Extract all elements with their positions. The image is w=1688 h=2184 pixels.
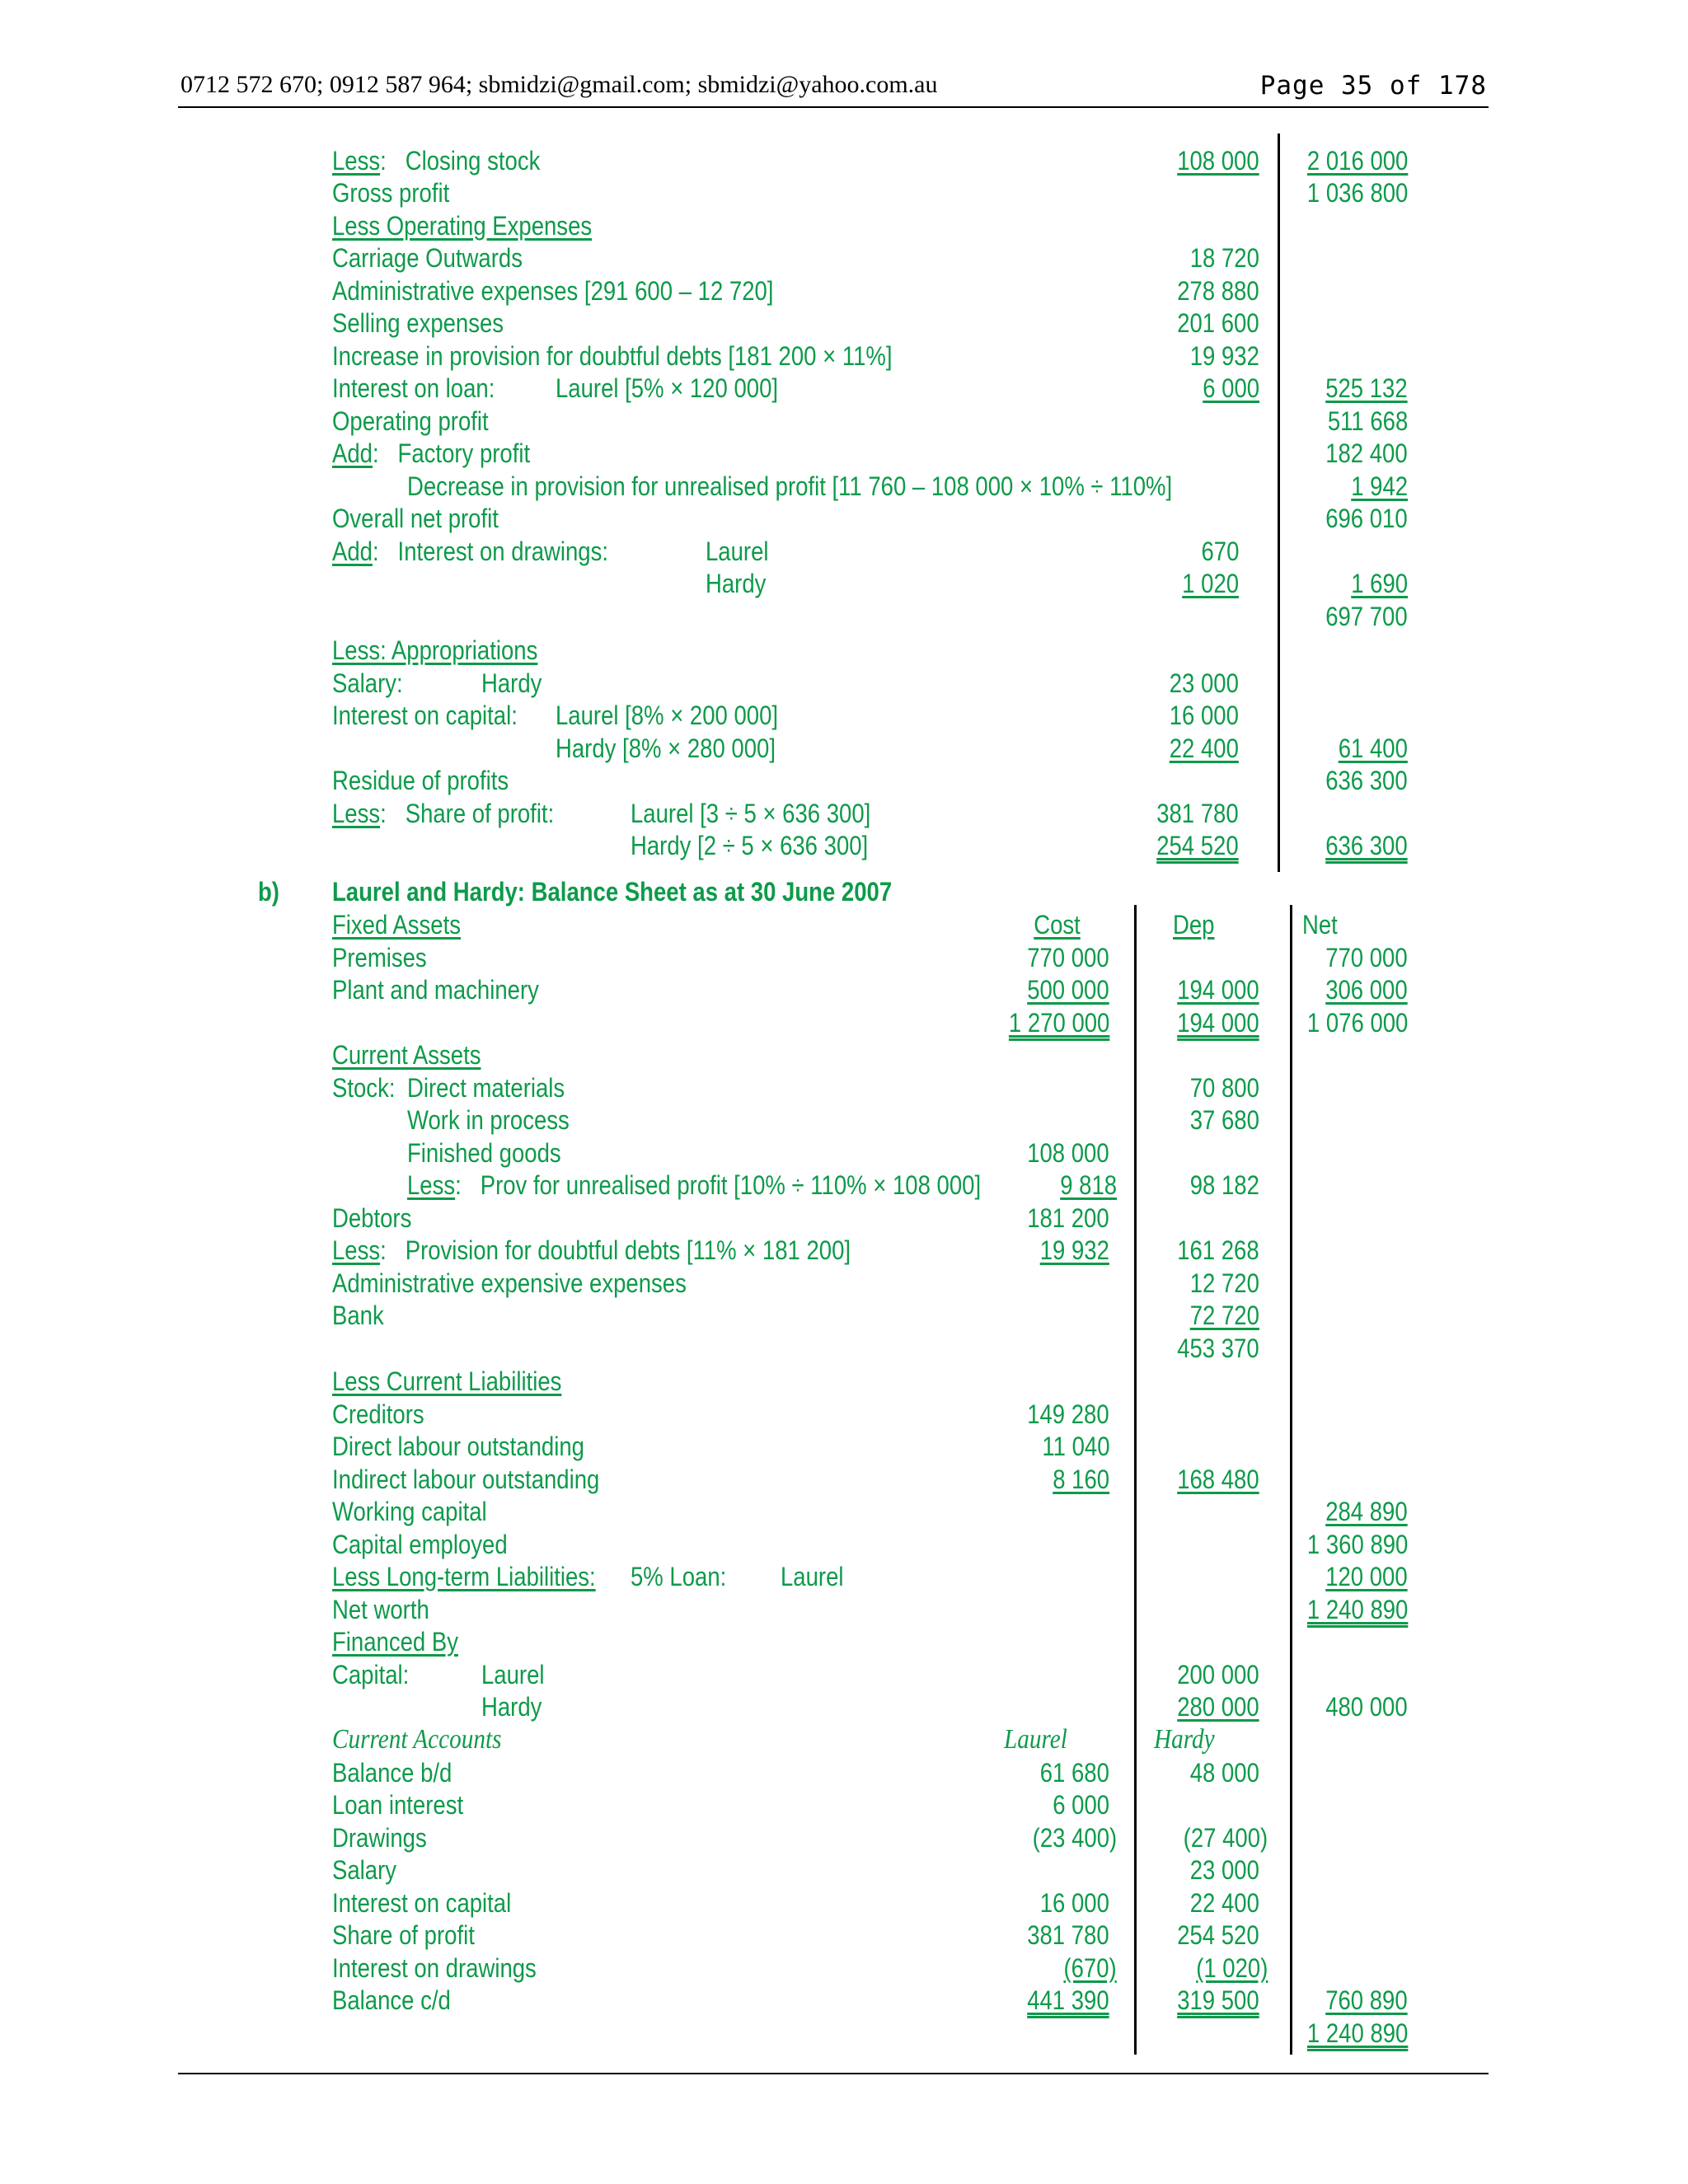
pl-int-drawings-hardy-amt: 1 020 bbox=[1182, 569, 1239, 598]
bs-indirect-labour-label: Indirect labour outstanding bbox=[332, 1465, 600, 1494]
bs-bank-label: Bank bbox=[332, 1301, 384, 1330]
bs-prov-doubtful-cost: 19 932 bbox=[1039, 1235, 1109, 1265]
bs-col-dep: Dep bbox=[1173, 910, 1215, 940]
bs-indirect-labour-cost: 8 160 bbox=[1053, 1465, 1109, 1494]
pl-int-capital-laurel: Laurel [8% × 200 000] bbox=[556, 701, 779, 730]
bs-ltl-loan: 5% Loan: bbox=[631, 1562, 727, 1591]
ca-row-label: Loan interest bbox=[332, 1790, 464, 1820]
bs-cl-heading: Less Current Liabilities bbox=[332, 1366, 562, 1396]
pl-overall-net: 696 010 bbox=[1325, 504, 1408, 533]
ca-row-hardy: 23 000 bbox=[1189, 1855, 1259, 1885]
bs-working-capital-label: Working capital bbox=[332, 1497, 487, 1526]
pl-residue-label: Residue of profits bbox=[332, 766, 509, 795]
ca-row-label: Drawings bbox=[332, 1823, 427, 1853]
pl-share-hardy: Hardy [2 ÷ 5 × 636 300] bbox=[631, 831, 869, 860]
pl-int-drawings-laurel-amt: 670 bbox=[1201, 537, 1239, 566]
header-contact: 0712 572 670; 0912 587 964; sbmidzi@gmail.com; sbmidzi@yahoo.com.au bbox=[181, 71, 938, 98]
pl-int-drawings-laurel: Laurel bbox=[706, 537, 769, 566]
pl-unrealised-label: Decrease in provision for unrealised profit [11 760 – 108 000 × 10% ÷ 110%] bbox=[407, 471, 1173, 501]
ca-row-hardy: 22 400 bbox=[1189, 1888, 1259, 1918]
pl-provision-amt: 19 932 bbox=[1189, 341, 1259, 371]
bs-wip-amt: 37 680 bbox=[1189, 1105, 1259, 1135]
bs-title: Laurel and Hardy: Balance Sheet as at 30 June 2007 bbox=[332, 877, 893, 907]
bs-premises-label: Premises bbox=[332, 943, 427, 972]
ca-row-label: Balance b/d bbox=[332, 1758, 452, 1788]
pl-unrealised-net: 1 942 bbox=[1351, 471, 1408, 501]
pl-share-row: Less: Share of profit: bbox=[332, 799, 555, 828]
pl-net-rule bbox=[1278, 134, 1280, 872]
pl-share-hardy-amt: 254 520 bbox=[1156, 831, 1239, 860]
ca-row-hardy: 319 500 bbox=[1177, 1985, 1259, 2015]
pl-salary-name: Hardy bbox=[481, 668, 542, 698]
pl-admin-label: Administrative expenses [291 600 – 12 720] bbox=[332, 276, 774, 306]
ca-row-label: Share of profit bbox=[332, 1920, 475, 1950]
bs-capital-hardy: Hardy bbox=[481, 1692, 542, 1722]
pl-int-capital-laurel-amt: 16 000 bbox=[1169, 701, 1239, 730]
footer-rule bbox=[178, 2073, 1489, 2074]
pl-int-drawings-row: Add: Interest on drawings: bbox=[332, 537, 609, 566]
bs-bank-amt: 72 720 bbox=[1189, 1301, 1259, 1330]
ca-row-label: Interest on capital bbox=[332, 1888, 512, 1918]
pl-closing-stock-amt: 108 000 bbox=[1177, 146, 1259, 176]
pl-provision-label: Increase in provision for doubtful debts [181 200 × 11%] bbox=[332, 341, 893, 371]
bs-net-worth-net: 1 240 890 bbox=[1306, 1595, 1408, 1624]
bs-premises-net: 770 000 bbox=[1325, 943, 1408, 972]
ca-row-laurel: 16 000 bbox=[1039, 1888, 1109, 1918]
pl-selling-label: Selling expenses bbox=[332, 308, 504, 338]
ca-row-laurel: 61 680 bbox=[1039, 1758, 1109, 1788]
bs-ca-total: 453 370 bbox=[1177, 1333, 1259, 1363]
bs-wip-label: Work in process bbox=[407, 1105, 570, 1135]
bs-prov-unrealised-row: Less: Prov for unrealised profit [10% ÷ 110% × 108 000] bbox=[407, 1170, 982, 1200]
ca-row-laurel: (23 400) bbox=[1032, 1823, 1117, 1853]
bs-fixed-total-cost: 1 270 000 bbox=[1008, 1008, 1109, 1038]
header-rule bbox=[178, 106, 1489, 108]
bs-creditors-cost: 149 280 bbox=[1027, 1399, 1109, 1429]
pl-selling-amt: 201 600 bbox=[1177, 308, 1259, 338]
bs-prov-unrealised-cost: 9 818 bbox=[1060, 1170, 1117, 1200]
bs-premises-cost: 770 000 bbox=[1027, 943, 1109, 972]
bs-col-net: Net bbox=[1302, 910, 1338, 940]
bs-plant-net: 306 000 bbox=[1325, 975, 1408, 1005]
pl-share-laurel-amt: 381 780 bbox=[1156, 799, 1239, 828]
bs-indirect-labour-amt: 168 480 bbox=[1177, 1465, 1259, 1494]
ca-row-laurel: 381 780 bbox=[1027, 1920, 1109, 1950]
pl-salary-amt: 23 000 bbox=[1169, 668, 1239, 698]
bs-fixed-heading: Fixed Assets bbox=[332, 910, 462, 940]
bs-fixed-total-dep: 194 000 bbox=[1177, 1008, 1259, 1038]
bs-ca-col-hardy: Hardy bbox=[1154, 1724, 1215, 1755]
bs-net-rule bbox=[1290, 905, 1292, 2055]
pl-operating-profit-label: Operating profit bbox=[332, 406, 489, 436]
bs-current-heading: Current Assets bbox=[332, 1040, 481, 1070]
bs-direct-labour-label: Direct labour outstanding bbox=[332, 1432, 584, 1461]
bs-capital-employed-label: Capital employed bbox=[332, 1530, 508, 1559]
bs-col-cost: Cost bbox=[1034, 910, 1081, 940]
ca-row-hardy: 254 520 bbox=[1177, 1920, 1259, 1950]
bs-capital-hardy-amt: 280 000 bbox=[1177, 1692, 1259, 1722]
bs-capital-net: 480 000 bbox=[1325, 1692, 1408, 1722]
bs-debtors-cost: 181 200 bbox=[1027, 1203, 1109, 1233]
pl-factory-profit-net: 182 400 bbox=[1325, 438, 1408, 468]
page-number: Page 35 of 178 bbox=[1259, 71, 1487, 101]
bs-financed-heading: Financed By bbox=[332, 1627, 458, 1657]
bs-capital-laurel-amt: 200 000 bbox=[1177, 1660, 1259, 1690]
bs-admin-prepaid-amt: 12 720 bbox=[1189, 1268, 1259, 1298]
pl-admin-amt: 278 880 bbox=[1177, 276, 1259, 306]
pl-closing-stock-net: 2 016 000 bbox=[1306, 146, 1408, 176]
bs-direct-labour-cost: 11 040 bbox=[1041, 1432, 1109, 1461]
bs-ca-heading: Current Accounts bbox=[332, 1724, 502, 1755]
pl-operating-profit-net: 511 668 bbox=[1327, 406, 1408, 436]
pl-share-laurel: Laurel [3 ÷ 5 × 636 300] bbox=[631, 799, 871, 828]
pl-loan-interest-net: 525 132 bbox=[1325, 373, 1408, 403]
bs-admin-prepaid-label: Administrative expensive expenses bbox=[332, 1268, 687, 1298]
ca-row-label: Interest on drawings bbox=[332, 1953, 537, 1983]
pl-int-capital-net: 61 400 bbox=[1338, 733, 1408, 763]
pl-appropriations-heading: Less: Appropriations bbox=[332, 635, 538, 665]
pl-int-capital-hardy: Hardy [8% × 280 000] bbox=[556, 733, 776, 763]
bs-capital-employed-net: 1 360 890 bbox=[1306, 1530, 1408, 1559]
bs-capital-laurel: Laurel bbox=[481, 1660, 545, 1690]
bs-direct-materials-label: Direct materials bbox=[407, 1073, 565, 1103]
pl-closing-stock-row: Less: Closing stock bbox=[332, 146, 541, 176]
ca-row-label: Balance c/d bbox=[332, 1985, 451, 2015]
bs-prov-unrealised-amt: 98 182 bbox=[1189, 1170, 1259, 1200]
pl-carriage-label: Carriage Outwards bbox=[332, 243, 523, 273]
bs-finished-cost: 108 000 bbox=[1027, 1138, 1109, 1168]
ca-row-laurel: 6 000 bbox=[1053, 1790, 1109, 1820]
pl-int-drawings-hardy: Hardy bbox=[706, 569, 767, 598]
bs-capital-label: Capital: bbox=[332, 1660, 410, 1690]
pl-int-capital-hardy-amt: 22 400 bbox=[1169, 733, 1239, 763]
pl-gross-profit-net: 1 036 800 bbox=[1306, 178, 1408, 208]
pl-loan-interest-amt: 6 000 bbox=[1203, 373, 1259, 403]
bs-dep-rule bbox=[1134, 905, 1137, 2055]
bs-plant-label: Plant and machinery bbox=[332, 975, 539, 1005]
pl-carriage-amt: 18 720 bbox=[1189, 243, 1259, 273]
ca-row-label: Salary bbox=[332, 1855, 397, 1885]
bs-debtors-label: Debtors bbox=[332, 1203, 412, 1233]
bs-creditors-label: Creditors bbox=[332, 1399, 424, 1429]
pl-int-drawings-total: 697 700 bbox=[1325, 602, 1408, 631]
bs-fixed-total-net: 1 076 000 bbox=[1306, 1008, 1408, 1038]
pl-factory-profit-row: Add: Factory profit bbox=[332, 438, 531, 468]
pl-int-drawings-net: 1 690 bbox=[1351, 569, 1408, 598]
pl-residue-net: 636 300 bbox=[1325, 766, 1408, 795]
bs-part-label: b) bbox=[258, 877, 279, 907]
pl-int-capital-label: Interest on capital: bbox=[332, 701, 518, 730]
bs-prov-doubtful-row: Less: Provision for doubtful debts [11% × 181 200] bbox=[332, 1235, 851, 1265]
bs-net-worth-label: Net worth bbox=[332, 1595, 429, 1624]
ca-row-net: 760 890 bbox=[1325, 1985, 1408, 2015]
pl-opex-heading: Less Operating Expenses bbox=[332, 211, 593, 241]
ca-row-hardy: 48 000 bbox=[1189, 1758, 1259, 1788]
pl-overall-label: Overall net profit bbox=[332, 504, 499, 533]
bs-plant-cost: 500 000 bbox=[1027, 975, 1109, 1005]
bs-ltl-label: Less Long-term Liabilities: bbox=[332, 1562, 596, 1591]
bs-ltl-net: 120 000 bbox=[1325, 1562, 1408, 1591]
bs-grand-total: 1 240 890 bbox=[1306, 2018, 1408, 2048]
ca-row-laurel: (670) bbox=[1063, 1953, 1117, 1983]
ca-row-hardy: (1 020) bbox=[1195, 1953, 1268, 1983]
bs-prov-doubtful-amt: 161 268 bbox=[1177, 1235, 1259, 1265]
ca-row-laurel: 441 390 bbox=[1027, 1985, 1109, 2015]
ca-row-hardy: (27 400) bbox=[1183, 1823, 1268, 1853]
pl-loan-interest-detail: Laurel [5% × 120 000] bbox=[556, 373, 779, 403]
bs-direct-materials-amt: 70 800 bbox=[1189, 1073, 1259, 1103]
bs-plant-dep: 194 000 bbox=[1177, 975, 1259, 1005]
pl-share-net: 636 300 bbox=[1325, 831, 1408, 860]
bs-working-capital-net: 284 890 bbox=[1325, 1497, 1408, 1526]
pl-gross-profit-label: Gross profit bbox=[332, 178, 450, 208]
bs-ltl-name: Laurel bbox=[781, 1562, 844, 1591]
bs-ca-col-laurel: Laurel bbox=[1004, 1724, 1067, 1755]
pl-salary-label: Salary: bbox=[332, 668, 403, 698]
bs-stock-label: Stock: bbox=[332, 1073, 396, 1103]
bs-finished-label: Finished goods bbox=[407, 1138, 561, 1168]
pl-loan-interest-label: Interest on loan: bbox=[332, 373, 495, 403]
